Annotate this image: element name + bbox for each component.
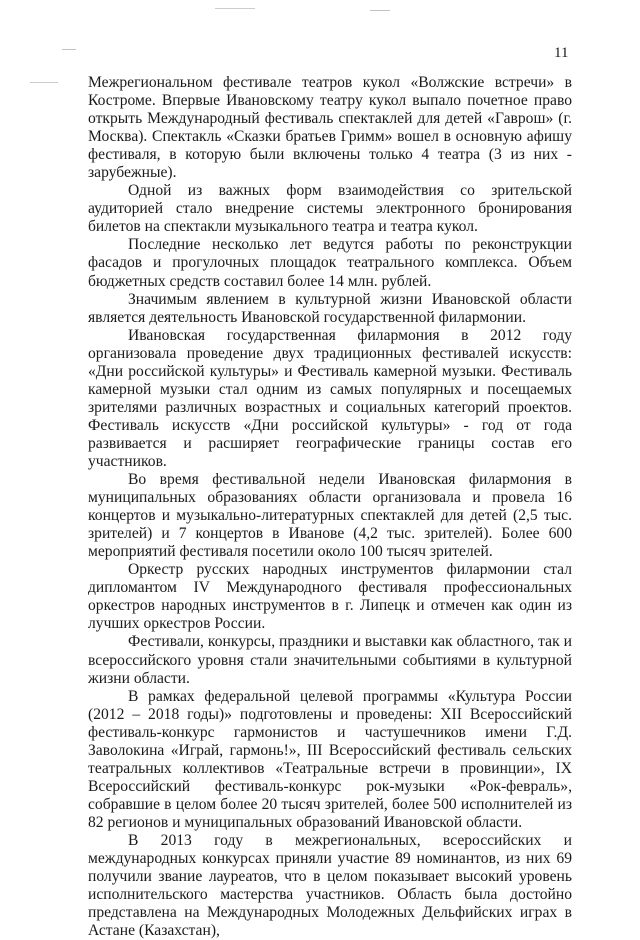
page-number: 11 xyxy=(554,45,569,61)
paragraph: Межрегиональном фестивале театров кукол «Волжские встречи» в Костроме. Впервые Ивановскому театру кукол выпало почетное право открыть Международный фестиваль спектаклей для детей «Гаврош» (г. Москва). Спектакль «Сказки братьев Гримм» вошел в основную афишу фестиваля, в которую были включены только 4 театра (3 из них - зарубежные). xyxy=(88,74,572,182)
scan-artifact xyxy=(30,82,58,83)
paragraph: Одной из важных форм взаимодействия со зрительской аудиторией стало внедрение системы электронного бронирования билетов на спектакли музыкального театра и театра кукол. xyxy=(88,182,572,236)
body-text xyxy=(88,74,572,940)
scan-artifact xyxy=(62,49,76,50)
paragraph: Во время фестивальной недели Ивановская филармония в муниципальных образованиях области организовала и провела 16 концертов и музыкально-литературных спектаклей для детей (2,5 тыс. зрителей) и 7 концертов в Иванове (4,2 тыс. зрителей). Более 600 мероприятий фестиваля посетили около 100 тысяч зрителей. xyxy=(88,471,572,561)
paragraph: Последние несколько лет ведутся работы по реконструкции фасадов и прогулочных площадок театрального комплекса. Объем бюджетных средств составил более 14 млн. рублей. xyxy=(88,236,572,290)
scan-artifact xyxy=(370,10,390,11)
paragraph: В рамках федеральной целевой программы «Культура России (2012 – 2018 годы)» подготовлены и проведены: XII Всероссийский фестиваль-конкурс гармонистов и частушечников имени Г.Д. Заволокина «Играй, гармонь!», III Всероссийский фестиваль сельских театральных коллективов «Театральные встречи в провинции», IX Всероссийский фестиваль-конкурс рок-музыки «Рок-февраль», собравшие в целом более 20 тысяч зрителей, более 500 исполнителей из 82 регионов и муниципальных образований Ивановской области. xyxy=(88,687,572,831)
paragraph: Значимым явлением в культурной жизни Ивановской области является деятельность Ивановской государственной филармонии. xyxy=(88,290,572,326)
paragraph: Фестивали, конкурсы, праздники и выставки как областного, так и всероссийского уровня стали значительными событиями в культурной жизни области. xyxy=(88,633,572,687)
paragraph: Оркестр русских народных инструментов филармонии стал дипломантом IV Международного фестиваля профессиональных оркестров народных инструментов в г. Липецк и отмечен как один из лучших оркестров России. xyxy=(88,561,572,633)
paragraph: В 2013 году в межрегиональных, всероссийских и международных конкурсах приняли участие 89 номинантов, из них 69 получили звание лауреатов, что в целом показывает высокий уровень исполнительского мастерства участников. Область была достойно представлена на Международных Молодежных Дельфийских играх в Астане (Казахстан), xyxy=(88,831,572,940)
scan-artifact xyxy=(215,8,255,9)
paragraph: Ивановская государственная филармония в 2012 году организовала проведение двух традиционных фестивалей искусств: «Дни российской культуры» и Фестиваль камерной музыки. Фестиваль камерной музыки стал одним из самых популярных и посещаемых зрителями различных возрастных и социальных категорий проектов. Фестиваль искусств «Дни российской культуры» - год от года развивается и расширяет географические границы состав его участников. xyxy=(88,326,572,470)
